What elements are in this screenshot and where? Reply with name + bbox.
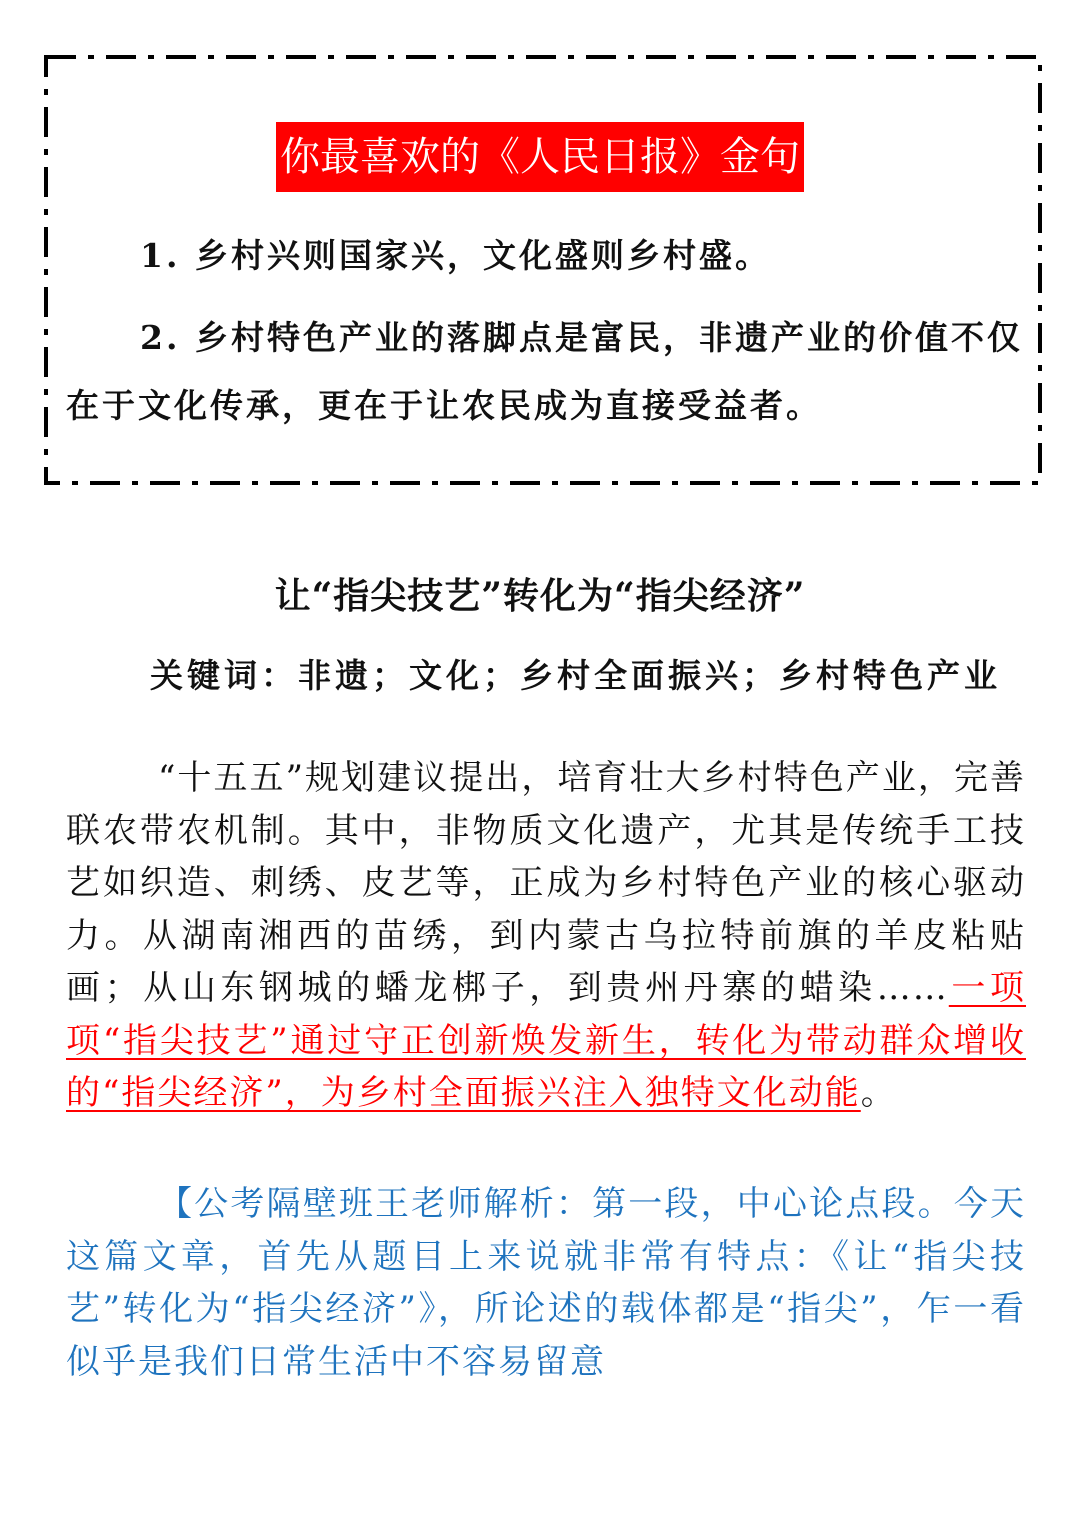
quote-item-1: 1. 乡村兴则国家兴，文化盛则乡村盛。 bbox=[140, 236, 771, 275]
banner-container bbox=[0, 122, 1080, 192]
quote-item-2: 2. 乡村特色产业的落脚点是富民，非遗产业的价值不仅在于文化传承，更在于让农民成为直接受益者。 bbox=[66, 318, 1023, 425]
article-title: 让“指尖技艺”转化为“指尖经济” bbox=[274, 575, 806, 617]
quote-banner: 你最喜欢的《人民日报》金句 bbox=[276, 122, 804, 192]
highlighted-sentence: 一项项“指尖技艺”通过守正创新焕发新生，转化为带动群众增收的“指尖经济”，为乡村全面振兴注入独特文化动能 bbox=[66, 968, 1026, 1113]
paragraph-end: 。 bbox=[860, 1073, 897, 1113]
teacher-analysis: 【公考隔壁班王老师解析：第一段，中心论点段。今天这篇文章，首先从题目上来说就非常有特点：《让“指尖技艺”转化为“指尖经济”》，所论述的载体都是“指尖”，乍一看似乎是我们日常生活中不容易留意 bbox=[66, 1184, 1026, 1382]
paragraph-text: “十五五”规划建议提出，培育壮大乡村特色产业，完善联农带农机制。其中，非物质文化遗产，尤其是传统手工技艺如织造、刺绣、皮艺等，正成为乡村特色产业的核心驱动力。从湖南湘西的苗绣，到内蒙古乌拉特前旗的羊皮粘贴画；从山东钢城的蟠龙梆子，到贵州丹寨的蜡染…… bbox=[66, 758, 1026, 1008]
article-keywords: 关键词：非遗；文化；乡村全面振兴；乡村特色产业 bbox=[150, 656, 1001, 695]
article-paragraph-1 bbox=[66, 752, 1026, 1120]
